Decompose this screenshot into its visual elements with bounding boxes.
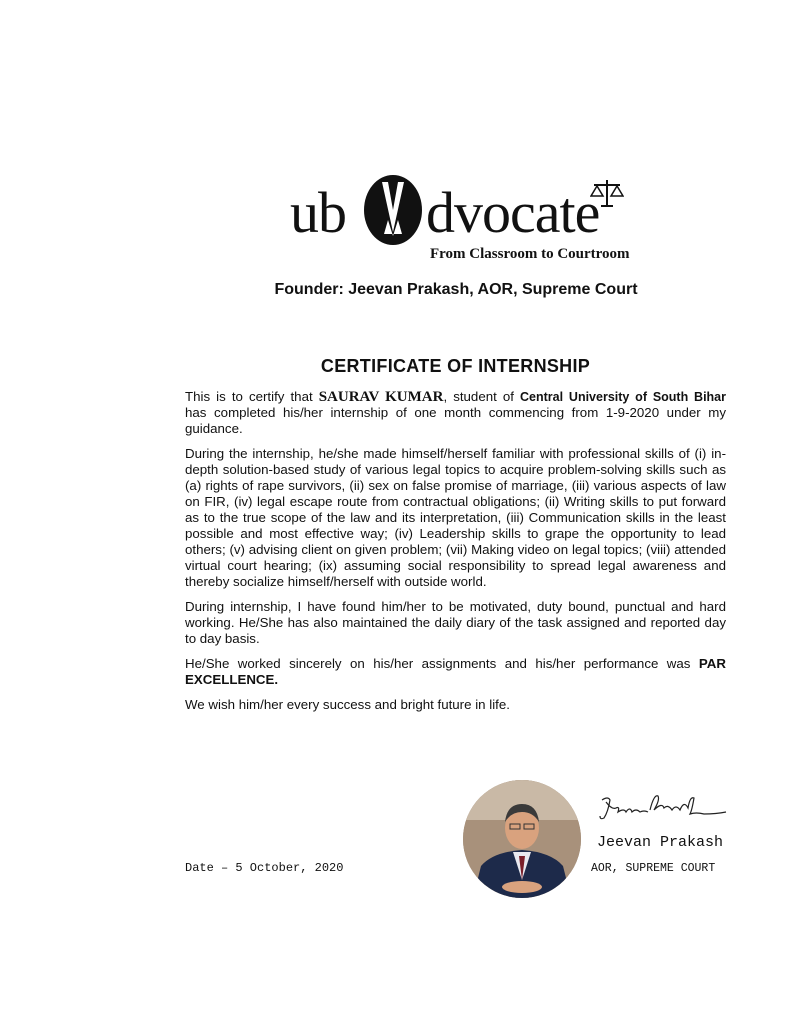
- performance-text: He/She worked sincerely on his/her assignments and his/her performance was: [185, 656, 699, 671]
- signatory-name: Jeevan Prakash: [597, 834, 724, 851]
- university-name: Central University of South Bihar: [520, 390, 727, 404]
- founder-text: Founder: Jeevan Prakash, AOR, Supreme Court: [274, 281, 638, 298]
- paragraph-skills: During the internship, he/she made himself/herself familiar with professional skills of (i) in-depth solution-based study of various legal topics to acquire problem-solving skills such as (a) rights of rape survivors, (ii) sex on false promise of marriage, (iii) various aspects of law on FIR, (iv) legal escape route from contractual obligations; (ii) Writing skills to put forward as to the true scope of the law and its interpretation, (iii) Communication skills in the least possible and most effective way; (iv) Leadership skills to grape the opportunity to lead others; (v) advising client on given problem; (vii) Making video on legal topics; (viii) attended virtual court hearing; (ix) assuming social responsibility to spread legal awareness and thereby socialize himself/herself with outside world.: [185, 446, 726, 589]
- paragraph-wishes: We wish him/her every success and bright future in life.: [185, 697, 510, 712]
- signatory-title: AOR, SUPREME COURT: [591, 862, 716, 875]
- paragraph-certify: [185, 389, 738, 437]
- logo-prefix: ub: [290, 180, 346, 245]
- issue-date: Date – 5 October, 2020: [185, 861, 344, 875]
- logo: [290, 168, 630, 268]
- paragraph-performance: [185, 656, 726, 688]
- advocate-band-icon: [362, 170, 424, 246]
- student-name: SAURAV KUMAR: [318, 389, 444, 405]
- logo-tagline: From Classroom to Courtroom: [430, 246, 630, 262]
- certify-text: This is to certify that: [185, 389, 319, 404]
- portrait-image: [463, 780, 581, 898]
- scales-of-justice-icon: [590, 176, 624, 210]
- certificate-title: CERTIFICATE OF INTERNSHIP: [320, 356, 591, 376]
- paragraph-conduct: During internship, I have found him/her to be motivated, duty bound, punctual and hard working. He/She has also maintained the daily diary of the task assigned and reported day to day basis.: [185, 599, 726, 646]
- internship-period-text: has completed his/her internship of one month commencing from 1-9-2020 under my guidance.: [185, 389, 738, 436]
- signatory-photo: [463, 780, 581, 898]
- signature-image: [596, 790, 730, 830]
- student-of-text: , student of: [443, 389, 521, 404]
- certificate-body: [185, 389, 738, 722]
- founder-line: [0, 281, 800, 299]
- logo-suffix: dvocate: [426, 180, 600, 245]
- performance-rating: PAR EXCELLENCE.: [185, 656, 726, 687]
